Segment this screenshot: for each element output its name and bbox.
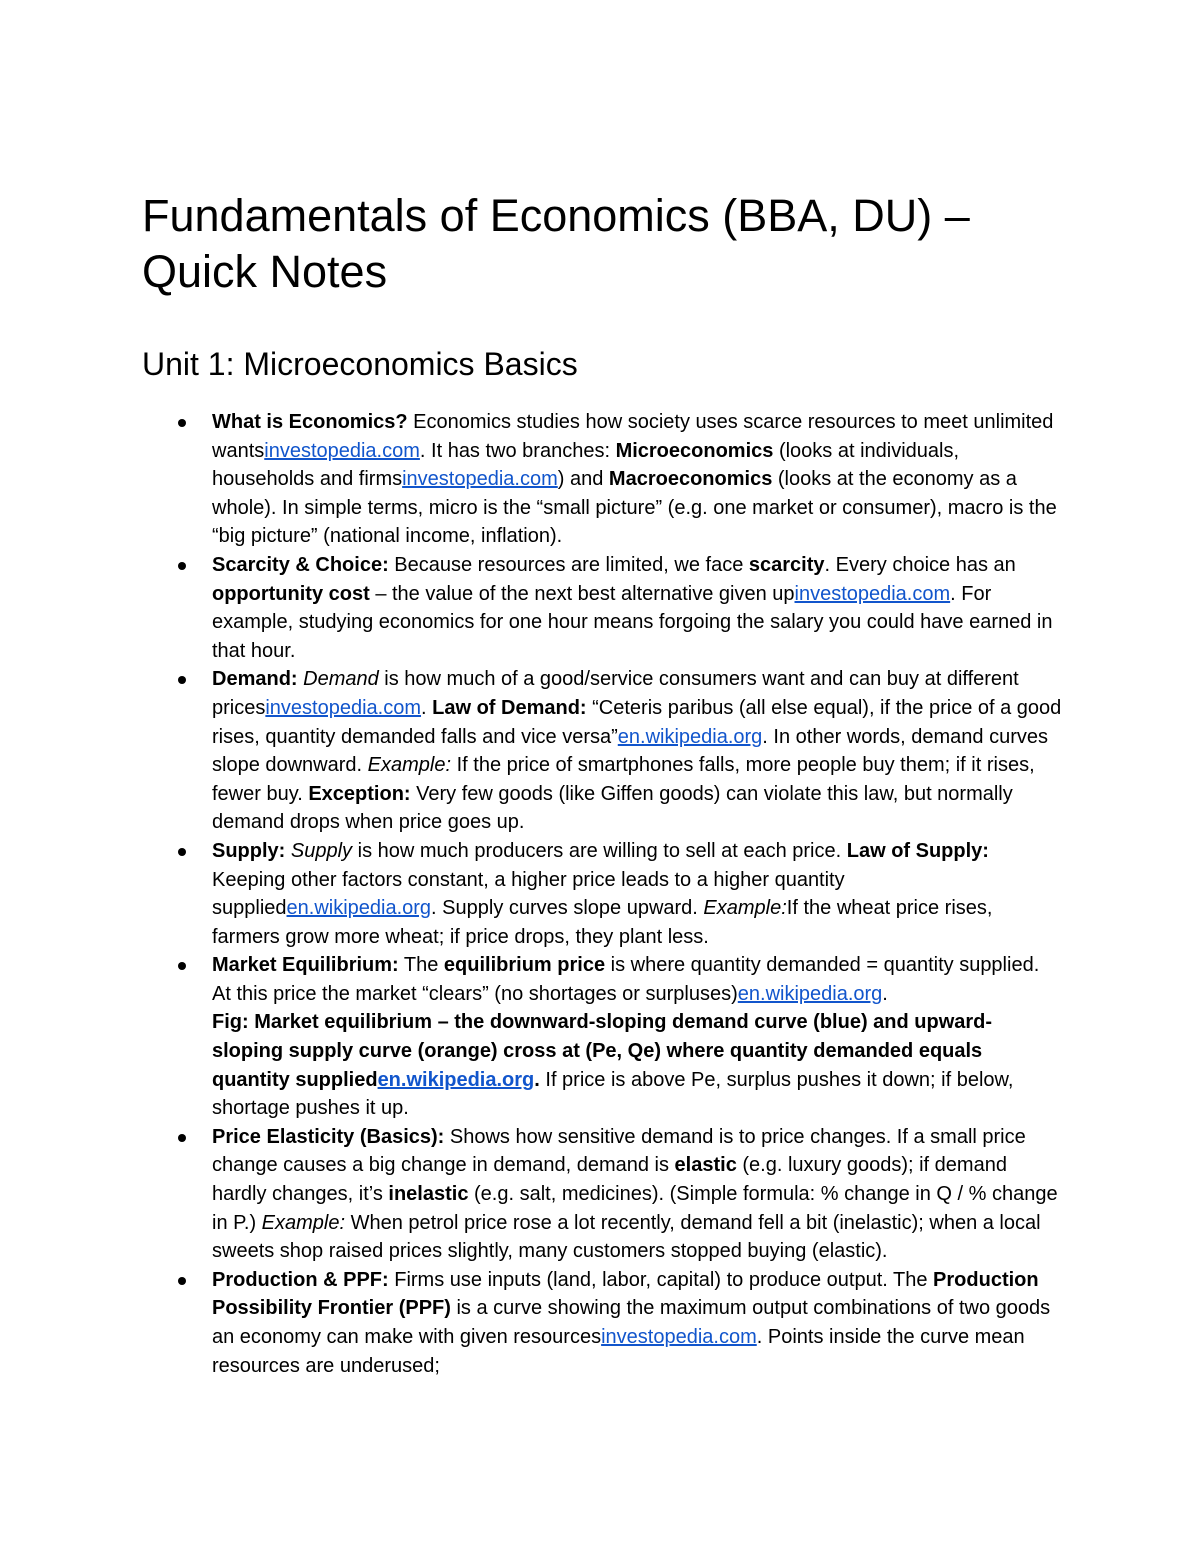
bold-text: Law of Demand: (432, 696, 587, 719)
body-text: When petrol price rose a lot recently, demand fell a bit (inelastic); when a local sweets shop raised prices slightly, many customers stopped buying (elastic). (212, 1211, 1041, 1263)
italic-text: Supply (290, 839, 353, 862)
body-text: (e.g. salt, medicines). (Simple formula: % change in Q / % change in P.) (212, 1183, 1058, 1234)
body-text: . In other words, demand curves slope downward. (212, 725, 1048, 777)
source-link[interactable]: en.wikipedia.org (617, 725, 763, 748)
note-text (212, 954, 1039, 1119)
body-text: (looks at the economy as a whole). In simple terms, micro is the “small picture” (e.g. one market or consumer), macro is the “big picture” (national income, inflation). (212, 468, 1057, 548)
bold-text: inelastic (388, 1183, 469, 1206)
source-link[interactable]: investopedia.com (402, 468, 558, 491)
note-item-scarcity (142, 551, 1062, 665)
bold-text: . (534, 1068, 540, 1091)
body-text: Because resources are limited, we face (388, 553, 749, 576)
body-text: is where quantity demanded = quantity supplied. At this price the market “clears” (no shortages or surpluses) (212, 954, 1040, 1005)
note-text (212, 411, 1057, 547)
note-item-elasticity (142, 1123, 1062, 1266)
bullet-icon (178, 676, 186, 684)
bold-text: Macroeconomics (608, 468, 773, 491)
note-text (212, 554, 1053, 662)
bullet-icon (178, 848, 186, 856)
note-item-demand (142, 665, 1062, 837)
note-item-economics (142, 408, 1062, 551)
bold-text: scarcity (748, 553, 825, 576)
body-text: . Points inside the curve mean resources are underused; (212, 1326, 1025, 1377)
body-text: . (882, 982, 888, 1005)
bullet-icon (178, 1277, 186, 1285)
bold-text: What is Economics? (212, 411, 408, 433)
body-text: . It has two branches: (419, 439, 616, 462)
body-text: If the wheat price rises, farmers grow more wheat; if price drops, they plant less. (212, 897, 993, 948)
document-page (142, 188, 1062, 1380)
body-text: The (398, 954, 444, 977)
bold-text: elastic (674, 1154, 737, 1177)
bold-text: Production Possibility Frontier (PPF) (212, 1268, 1039, 1320)
body-text: (e.g. luxury goods); if demand hardly changes, it’s (212, 1154, 1007, 1206)
italic-text: Demand (303, 668, 379, 691)
bold-text: Fig: Market equilibrium – the downward-sloping demand curve (blue) and upward-sloping supply curve (orange) cross at (Pe, Qe) where quantity demanded equals quantity supplied (212, 1011, 993, 1091)
body-text: “Ceteris paribus (all else equal), if the price of a good rises, quantity demanded falls and vice versa” (212, 696, 1062, 748)
source-link[interactable]: investopedia.com (794, 582, 951, 605)
body-text: Keeping other factors constant, a higher price leads to a higher quantity supplied (212, 868, 845, 920)
bold-text: equilibrium price (443, 954, 606, 977)
source-link[interactable]: investopedia.com (264, 439, 420, 462)
note-item-supply (142, 837, 1062, 951)
body-text: Shows how sensitive demand is to price changes. If a small price change causes a big change in demand, demand is (212, 1125, 1026, 1177)
bold-text: Exception: (308, 782, 411, 805)
body-text: . Every choice has an (824, 553, 1016, 576)
document-title-line1: Fundamentals of Economics (BBA, DU) – (142, 190, 970, 241)
bold-text: Price Elasticity (Basics): (212, 1125, 445, 1148)
body-text: Firms use inputs (land, labor, capital) to produce output. The (388, 1268, 934, 1291)
bold-text: Law of Supply: (846, 839, 989, 862)
body-text: is how much of a good/service consumers want and can buy at different prices (212, 668, 1019, 719)
bold-text: Supply: (212, 839, 286, 862)
body-text: (looks at individuals, households and firms (212, 439, 960, 491)
source-link[interactable]: en.wikipedia.org (377, 1068, 535, 1091)
bold-text: opportunity cost (212, 582, 370, 605)
bold-text: Market Equilibrium: (212, 954, 399, 977)
bold-text: Scarcity & Choice: (212, 553, 389, 576)
source-link[interactable]: investopedia.com (601, 1326, 757, 1348)
note-text (212, 668, 1061, 833)
body-text: . Supply curves slope upward. (431, 897, 704, 920)
note-text (212, 1126, 1058, 1262)
source-link[interactable]: en.wikipedia.org (737, 982, 883, 1005)
body-text: is a curve showing the maximum output combinations of two goods an economy can make with given resources (212, 1297, 1051, 1348)
body-text: If price is above Pe, surplus pushes it down; if below, shortage pushes it up. (212, 1068, 1014, 1120)
bullet-icon (178, 562, 186, 570)
note-text (212, 840, 992, 948)
notes-list (142, 408, 1062, 1380)
source-link[interactable]: investopedia.com (265, 696, 422, 719)
note-text (212, 1269, 1050, 1377)
italic-text: Example: (703, 897, 787, 920)
bullet-icon (178, 962, 186, 970)
bold-text: Production & PPF: (212, 1268, 389, 1291)
note-item-equilibrium (142, 951, 1062, 1123)
italic-text: Example: (367, 754, 452, 777)
note-item-production (142, 1266, 1062, 1380)
italic-text: Example: (261, 1211, 346, 1234)
body-text: If the price of smartphones falls, more people buy them; if it rises, fewer buy. (212, 754, 1035, 805)
body-text: is how much producers are willing to sell at each price. (352, 839, 847, 862)
body-text: . (421, 696, 433, 719)
body-text: Very few goods (like Giffen goods) can violate this law, but normally demand drops when price goes up. (212, 782, 1013, 834)
body-text: Economics studies how society uses scarce resources to meet unlimited wants (212, 411, 1054, 462)
unit-heading: Unit 1: Microeconomics Basics (142, 346, 578, 382)
body-text: . For example, studying economics for one hour means forgoing the salary you could have earned in that hour. (212, 582, 1053, 662)
document-title-line2: Quick Notes (142, 246, 388, 297)
document-title (142, 188, 1062, 300)
body-text: – the value of the next best alternative given up (369, 582, 795, 605)
body-text: ) and (557, 468, 609, 491)
bullet-icon (178, 1134, 186, 1142)
bold-text: Demand: (212, 668, 298, 691)
source-link[interactable]: en.wikipedia.org (286, 897, 432, 920)
bold-text: Microeconomics (615, 439, 774, 462)
bullet-icon (178, 419, 186, 427)
